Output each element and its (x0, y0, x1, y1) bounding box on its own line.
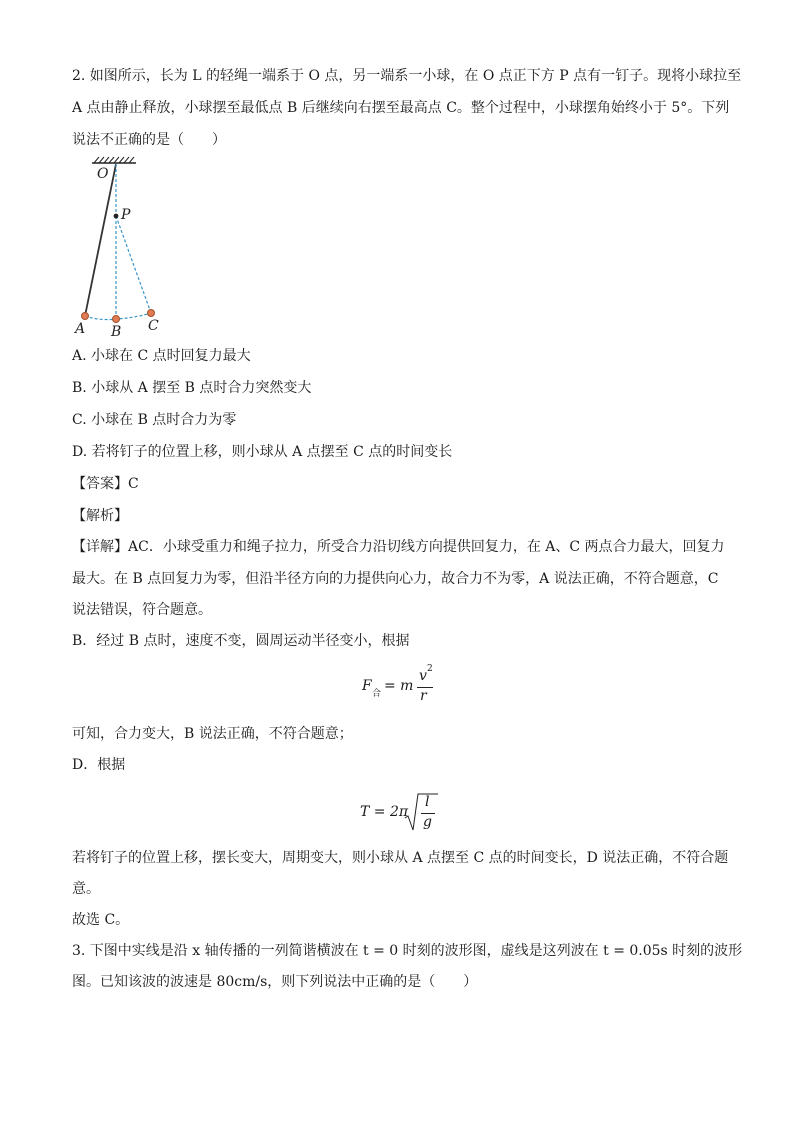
formula2-den: g (423, 814, 432, 830)
detail-line-5: 可知，合力变大，B 说法正确，不符合题意； (72, 726, 353, 742)
formula1-num: v (419, 668, 427, 684)
formula-centripetal (362, 664, 442, 708)
detail-line-1: 【详解】AC．小球受重力和绳子拉力，所受合力沿切线方向提供回复力，在 A、C 两点合力最大，回复力 (72, 539, 725, 555)
formula1-sup: 2 (427, 664, 433, 674)
ball-A (82, 313, 89, 320)
formula-period (360, 790, 450, 836)
detail-line-4: B．经过 B 点时，速度不变，圆周运动半径变小，根据 (72, 633, 410, 649)
detail-line-6: D．根据 (72, 757, 126, 773)
nail-P (114, 214, 119, 219)
answer-line: 【答案】C (72, 476, 139, 492)
detail-line-8: 意。 (72, 881, 100, 897)
label-A: A (75, 321, 86, 337)
label-C: C (148, 318, 159, 334)
q2-stem-line-2: A 点由静止释放，小球摆至最低点 B 后继续向右摆至最高点 C。整个过程中，小球摆角始终小于 5°。下列 (72, 100, 730, 116)
ceiling-hatch (94, 157, 134, 163)
formula1-sub: 合 (372, 689, 382, 699)
q3-stem-line-2: 图。已知该波的波速是 80cm/s，则下列说法中正确的是（ ） (72, 974, 478, 990)
q2-stem-line-3: 说法不正确的是（ ） (72, 132, 226, 148)
formula1-den: r (420, 688, 427, 704)
label-B: B (111, 324, 122, 340)
q3-stem-line-1: 3. 下图中实线是沿 x 轴传播的一列简谐横波在 t = 0 时刻的波形图，虚线是这列波在 t = 0.05s 时刻的波形 (72, 943, 743, 959)
option-a: A. 小球在 C 点时回复力最大 (72, 348, 251, 364)
ball-B (113, 316, 120, 323)
detail-line-9: 故选 C。 (72, 912, 130, 928)
q2-stem-line-1: 2. 如图所示，长为 L 的轻绳一端系于 O 点，另一端系一小球，在 O 点正下方 P 点有一钉子。现将小球拉至 (72, 68, 742, 84)
rope-OA (85, 164, 116, 316)
label-O: O (97, 166, 109, 182)
formula1-F: F (362, 678, 372, 694)
ball-C (148, 310, 155, 317)
option-d: D. 若将钉子的位置上移，则小球从 A 点摆至 C 点的时间变长 (72, 444, 453, 460)
detail-line-2: 最大。在 B 点回复力为零，但沿半径方向的力提供向心力，故合力不为零，A 说法正确，不符合题意，C (72, 571, 719, 587)
option-c: C. 小球在 B 点时合力为零 (72, 412, 237, 428)
detail-line-7: 若将钉子的位置上移，摆长变大，周期变大，则小球从 A 点摆至 C 点的时间变长，D 说法正确，不符合题 (72, 850, 729, 866)
label-P: P (121, 207, 131, 223)
dashed-PC (116, 216, 151, 313)
detail-line-3: 说法错误，符合题意。 (72, 602, 212, 618)
pendulum-figure (70, 155, 170, 340)
formula2-lhs: T = 2π (360, 804, 409, 820)
option-b: B. 小球从 A 摆至 B 点时合力突然变大 (72, 380, 312, 396)
formula2-num: l (425, 794, 430, 810)
formula1-eq: = m (384, 678, 414, 694)
analysis-title: 【解析】 (72, 508, 128, 524)
